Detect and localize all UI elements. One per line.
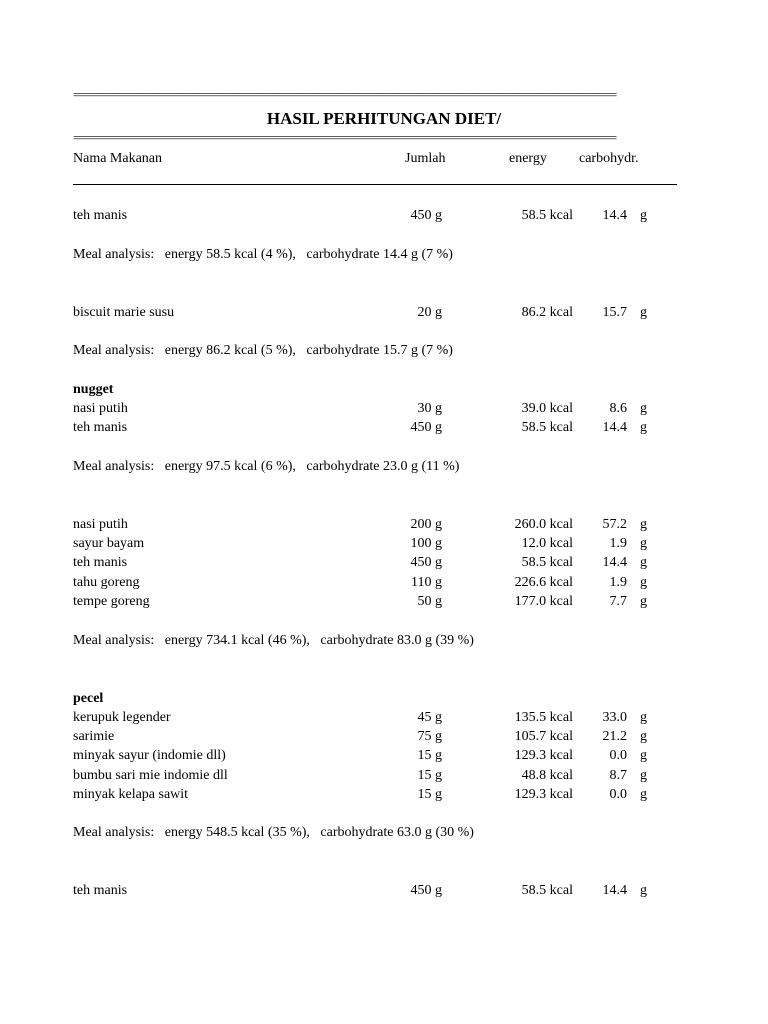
food-carb: 14.4 — [602, 555, 627, 570]
header-carb: carbohydr. — [579, 151, 639, 166]
food-carb-unit: g — [640, 594, 647, 609]
food-carb-unit: g — [640, 517, 647, 532]
food-qty: 15 g — [417, 787, 442, 802]
food-carb: 8.7 — [609, 768, 627, 783]
food-carb: 7.7 — [609, 594, 627, 609]
food-qty: 450 g — [410, 883, 442, 898]
food-energy: 226.6 kcal — [514, 575, 573, 590]
food-qty: 45 g — [417, 710, 442, 725]
meal-analysis: Meal analysis: energy 86.2 kcal (5 %), carbohydrate 15.7 g (7 %) — [73, 343, 453, 358]
food-qty: 450 g — [410, 555, 442, 570]
food-qty: 15 g — [417, 768, 442, 783]
food-carb-unit: g — [640, 768, 647, 783]
food-energy: 58.5 kcal — [521, 883, 573, 898]
food-row — [73, 306, 673, 322]
food-carb-unit: g — [640, 575, 647, 590]
food-energy: 135.5 kcal — [514, 710, 573, 725]
food-energy: 177.0 kcal — [514, 594, 573, 609]
group-title: nugget — [73, 382, 114, 397]
food-carb: 0.0 — [609, 787, 627, 802]
food-name: minyak sayur (indomie dll) — [73, 748, 226, 763]
food-row — [73, 576, 673, 592]
food-energy: 58.5 kcal — [521, 208, 573, 223]
top-separator: =============================================================================================== — [73, 88, 616, 101]
food-energy: 58.5 kcal — [521, 555, 573, 570]
food-name: nasi putih — [73, 517, 128, 532]
meal-analysis: Meal analysis: energy 58.5 kcal (4 %), carbohydrate 14.4 g (7 %) — [73, 247, 453, 262]
food-carb: 14.4 — [602, 208, 627, 223]
food-name: nasi putih — [73, 401, 128, 416]
food-row — [73, 788, 673, 804]
food-row — [73, 595, 673, 611]
food-carb-unit: g — [640, 729, 647, 744]
food-qty: 110 g — [411, 575, 442, 590]
food-row — [73, 749, 673, 765]
food-row — [73, 711, 673, 727]
food-carb-unit: g — [640, 401, 647, 416]
food-carb-unit: g — [640, 536, 647, 551]
food-carb: 57.2 — [602, 517, 627, 532]
food-name: minyak kelapa sawit — [73, 787, 189, 802]
food-name: kerupuk legender — [73, 710, 171, 725]
food-carb: 21.2 — [602, 729, 627, 744]
food-carb-unit: g — [640, 748, 647, 763]
food-carb: 15.7 — [602, 305, 627, 320]
food-name: sayur bayam — [73, 536, 145, 551]
title-separator: =============================================================================================== — [73, 131, 616, 144]
food-row — [73, 537, 673, 553]
food-energy: 12.0 kcal — [521, 536, 573, 551]
food-carb: 0.0 — [609, 748, 627, 763]
food-row — [73, 209, 673, 225]
food-carb-unit: g — [640, 555, 647, 570]
food-carb-unit: g — [640, 710, 647, 725]
food-carb-unit: g — [640, 883, 647, 898]
food-qty: 450 g — [410, 208, 442, 223]
food-energy: 105.7 kcal — [514, 729, 573, 744]
food-qty: 20 g — [417, 305, 442, 320]
food-name: teh manis — [73, 208, 128, 223]
food-name: teh manis — [73, 420, 128, 435]
food-row — [73, 769, 673, 785]
food-energy: 58.5 kcal — [521, 420, 573, 435]
food-row — [73, 556, 673, 572]
food-qty: 30 g — [417, 401, 442, 416]
food-qty: 15 g — [417, 748, 442, 763]
meal-analysis: Meal analysis: energy 734.1 kcal (46 %), carbohydrate 83.0 g (39 %) — [73, 633, 474, 648]
header-energy: energy — [509, 151, 547, 166]
meal-analysis: Meal analysis: energy 548.5 kcal (35 %), carbohydrate 63.0 g (30 %) — [73, 825, 474, 840]
food-name: teh manis — [73, 555, 128, 570]
food-row — [73, 421, 673, 437]
food-name: biscuit marie susu — [73, 305, 175, 320]
food-row — [73, 730, 673, 746]
food-carb-unit: g — [640, 420, 647, 435]
food-carb: 14.4 — [602, 420, 627, 435]
food-name: sarimie — [73, 729, 115, 744]
food-qty: 100 g — [410, 536, 442, 551]
group-title: pecel — [73, 691, 104, 706]
food-energy: 129.3 kcal — [514, 748, 573, 763]
food-carb: 33.0 — [602, 710, 627, 725]
food-qty: 50 g — [417, 594, 442, 609]
food-row — [73, 884, 673, 900]
header-qty: Jumlah — [405, 151, 446, 166]
food-carb: 1.9 — [609, 575, 627, 590]
food-carb-unit: g — [640, 305, 647, 320]
food-carb: 8.6 — [609, 401, 627, 416]
food-qty: 75 g — [417, 729, 442, 744]
food-carb: 1.9 — [609, 536, 627, 551]
food-row — [73, 518, 673, 534]
food-carb-unit: g — [640, 208, 647, 223]
food-energy: 260.0 kcal — [514, 517, 573, 532]
food-qty: 450 g — [410, 420, 442, 435]
food-name: bumbu sari mie indomie dll — [73, 768, 228, 783]
food-energy: 129.3 kcal — [514, 787, 573, 802]
food-energy: 48.8 kcal — [521, 768, 573, 783]
food-name: tahu goreng — [73, 575, 140, 590]
header-rule — [73, 184, 677, 185]
page-title: HASIL PERHITUNGAN DIET/ — [266, 109, 502, 128]
food-carb: 14.4 — [602, 883, 627, 898]
food-name: tempe goreng — [73, 594, 150, 609]
food-name: teh manis — [73, 883, 128, 898]
food-qty: 200 g — [410, 517, 442, 532]
food-carb-unit: g — [640, 787, 647, 802]
meal-analysis: Meal analysis: energy 97.5 kcal (6 %), carbohydrate 23.0 g (11 %) — [73, 459, 460, 474]
food-energy: 39.0 kcal — [521, 401, 573, 416]
food-row — [73, 402, 673, 418]
food-energy: 86.2 kcal — [521, 305, 573, 320]
header-name: Nama Makanan — [73, 151, 163, 166]
